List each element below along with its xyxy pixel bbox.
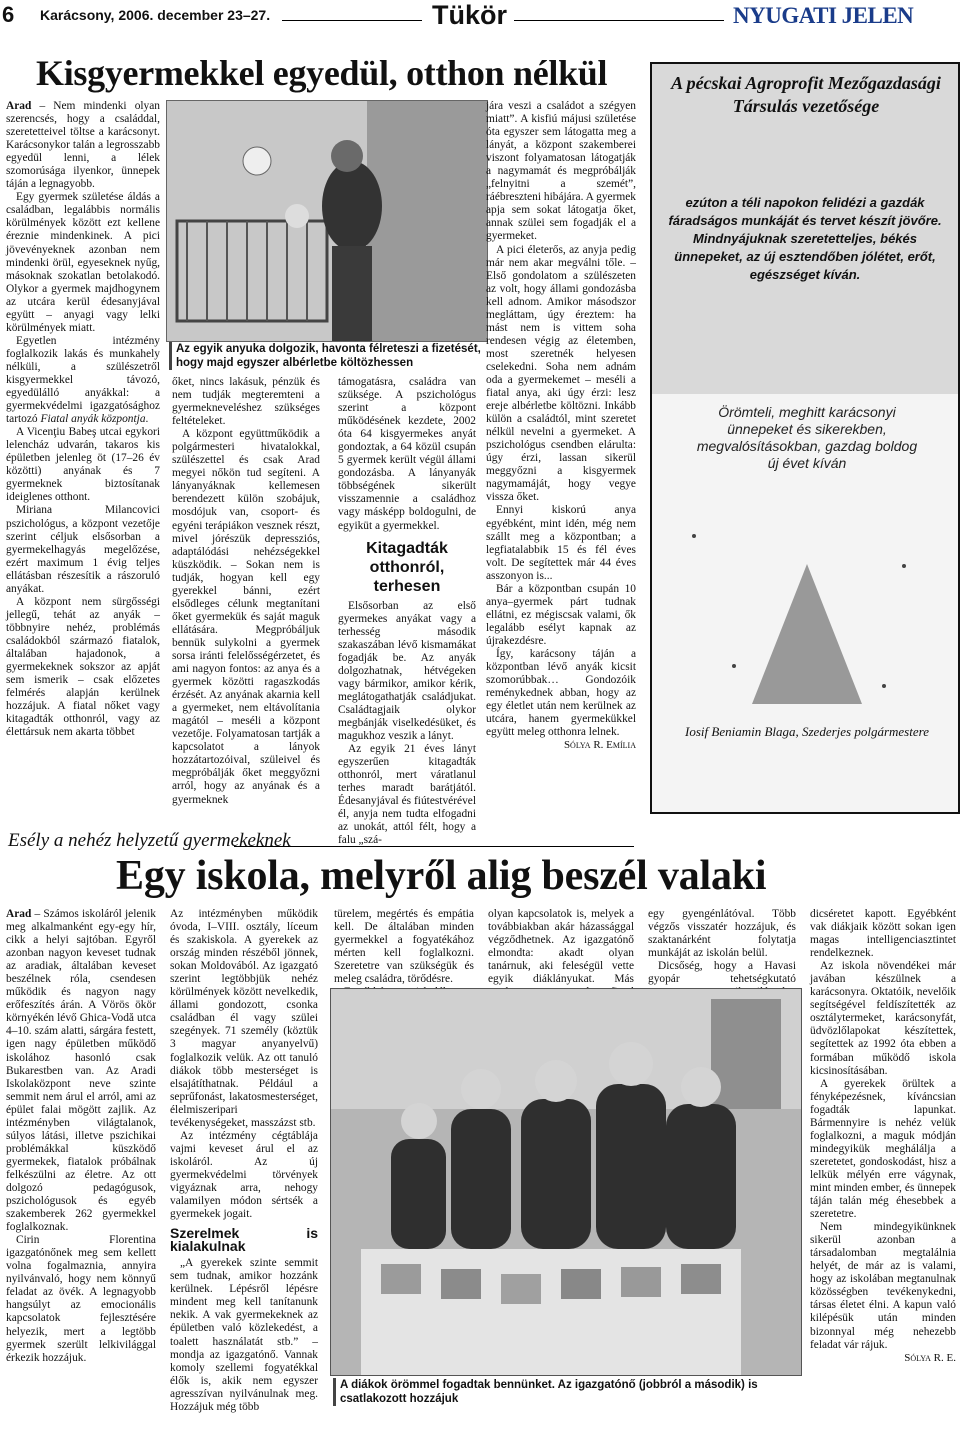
paragraph: „A gyerekek szinte semmit sem tudnak, amikor hozzánk kerülnek. Lépésről lépésre mindent meg kell tanítanunk nekik. A vak gyermekeknek az épületben való közlekedést, a toalett használatát stb.” – mondja az igazgatónő. Vannak komoly szellemi fogyatékkal élők is, akik nem egyszer agresszívan nyilvánulnak meg. Hozzájuk még több <box>170 1257 318 1413</box>
paragraph: Egyetlen intézmény foglalkozik lakás és munkahely nélküli, a szülészetről kisgyermekkel távozó, egyedülálló anyákkal: a gyermekvédelmi igazgatósághoz tartozó Fiatal anyák központja. <box>6 334 160 426</box>
paragraph: A központ együttműködik a polgármesteri hivatalokkal, szülészettel és csak Arad megyei nőkön tud segíteni. A lányanyáknak kellemesen berendezett külön szobájuk, mosdójuk van, csoport- és egyéni terápiákon vesznek részt, mivel jórészük depressziós, adaptálódási nehézségekkel küszködik. – Sokan nem is tudják, hogyan kell egy gyerekkel bánni, ezért elsődleges célunk megtanítani őket gyermekük és saját maguk ellátására. Megpróbáljuk bennük sulykolni a gyermek sorsa iránti felelősségérzetet, és ami nagyon fontos: az anya és a gyermek közötti ragaszkodás érzését. Az anyának akarnia kell a gyermeket, nem eltávolítania magától – meséli a központ vezetője. Folyamatosan tartják a kapcsolatot a lányok hozzátartozóival, szüleivel és megpróbálják őket meggyőzni arról, hogy az anyának és a gyermeknek <box>172 428 321 806</box>
paragraph: Miriana Milancovici pszichológus, a központ vezetője szerint céljuk elsősorban a gyermekelhagyás megelőzése, ezért maximum 1 évig teljes ellátásban részesítik a rászoruló anyákat. <box>6 504 160 595</box>
kicker-rule <box>234 846 634 847</box>
article2-column-2 <box>170 908 318 1414</box>
paragraph: Egy gyermek születése áldás a családban, legalábbis normális körülmények között ezt kellene éreznie mindenkinek. A pici jövevényeknek azonban nem mindenki örül, egyeseknek nyűg, másoknak szokatlan betolakodó. Olykor a gyermek majdhogynem az utcára kerül édesanyjával együtt – anyagi vagy lelki körülmények miatt. <box>6 191 160 334</box>
paragraph: Arad – Nem mindenki olyan szerencsés, hogy a családdal, szeretetteivel töltse a karácsonyt. Karácsonykor talán a legrosszabb egyedül lenni, a lélek szomorúsága ilyenkor, ünnepek táján a legnagyobb. <box>6 100 160 191</box>
subheading: Kitagadták otthonról, terhesen <box>366 539 448 595</box>
advertisement <box>650 62 960 814</box>
photo-mother-crib <box>167 101 487 341</box>
ad-wish-text: ezúton a téli napokon felidézi a gazdák fáradságos munkáját és tervet készít jövőre. Mindnyájuknak szeretetteljes, békés ünnepeket, az új esztendőben jólétet, erőt, egészséget kíván. <box>668 195 942 282</box>
paragraph: A gyerekek örültek a fényképezésnek, kíváncsian fogadták lapunkat. Bármennyire is nehéz velük foglalkozni, a maguk módján mindegyikük meghálálja a szeretetet, gondoskodást, hisz a lelkük mélyén erre vágynak, mint minden ember, és ünnepek táján talán még éhesebbek a szeretetre. <box>810 1077 956 1221</box>
paragraph: Bár a központban csupán 10 anya–gyermek párt tudnak ellátni, ez mégiscsak valami, ők legalább esélyt kapnak az újrakezdésre. <box>486 582 636 647</box>
christmas-tree-icon <box>752 564 862 704</box>
article2-headline: Egy iskola, melyről alig beszél valaki <box>116 853 767 899</box>
author-signature: Sólya R. E. <box>904 1351 956 1364</box>
ad-company: A pécskai Agroprofit Mezőgazdasági Társulás vezetősége <box>671 73 941 116</box>
paragraph: jára veszi a családot a szégyen miatt”. A kisfiú májusi születése óta egyszer sem látogatta meg a lányát, a központ szakemberei viszont folyamatosan látogatják a nagymamát és megpróbálják „felnyitni a szemét”, ráébreszteni hibájára. A gyermek apja sem sokat látogatja őket, annak szülei sem fogadják el a gyermeket. <box>486 100 636 243</box>
paragraph: Az intézményben működik óvoda, I–VIII. osztály, líceum és szakiskola. A gyerekek az ország minden részéből jönnek, sokan Moldovából. Az igazgató szerint legtöbbjük nehéz körülmények között nevelkedik, állami gondozott, csonka családban él vagy szülei szegények. 71 személy (köztük 3 magyar anyanyelvű) foglalkozik velük. Az ott tanuló diákok több mesterséget is elsajátíthatnak. Például a seprűfonást, lakatosmesterséget, élelmiszeripari tevékenységeket, masszázst stb. <box>170 908 318 1129</box>
paragraph: Ennyi kiskorú anya egyébként, mint idén, még nem szállt meg a központban; a legfiatalabbik 15 és fél éves volt. De segítettek már 44 éves asszonyon is... <box>486 504 636 582</box>
header-rule-right <box>514 20 724 21</box>
author-signature: Sólya R. Emília <box>563 739 636 752</box>
article2-photo-caption: A diákok örömmel fogadtak bennünket. Az igazgatónő (jobbról a második) is csatlakozott hozzájuk <box>333 1378 806 1406</box>
newspaper-logo <box>733 3 913 29</box>
page-number: 6 <box>2 2 15 27</box>
article1-photo <box>166 100 488 342</box>
article1-headline: Kisgyermekkel egyedül, otthon nélkül <box>36 53 608 93</box>
paragraph: Az iskola növendékei már javában készülnek a karácsonyra. Oktatóik, nevelőik segítségével feldíszítették az osztálytermeket, karácsonyfát, üdvözlőlapokat készítettek, segítettek az 1992 óta ebben a formában működő iskola kicsinosításában. <box>810 960 956 1077</box>
paragraph: A pici életerős, az anyja pedig már nem akar megválni tőle. – Első gondolatom a szülészeten az volt, hogy állami gondozásba kell adnom. Amikor másodszor megláttam, úgy éreztem: ha mást nem is vittem soha rendesen végig az életemben, most szeretnék helyesen cselekedni. Soha nem adnám oda a gyermekemet – meséli a fiatal anya, aki úgy érzi: lesz ereje albérletbe költözni. Inkább külön a családtól, mint szeretet nélkül nevelni a gyermeket. A pszichológus csendben elárulta: úgy érzi, lassan sikerül meggyőzni a kisgyermek nagymamáját, hogy vegye vissza őket. <box>486 243 636 504</box>
article2-column-1 <box>6 908 156 1365</box>
paragraph: egy gyengénlátóval. Több végzős visszatér hozzájuk, és szaktanárként folytatja munkáját az iskolán belül. <box>648 908 796 960</box>
article2-kicker: Esély a nehéz helyzetű gyermekeknek <box>8 830 291 851</box>
article1-column-1 <box>6 100 160 739</box>
paragraph: türelem, megértés és empátia kell. De általában minden gyermekkel a fogyatékához mérten kell foglalkozni. Szeretetre van szükségük és meleg családra, törődésre. <box>334 908 474 986</box>
article1-photo-caption: Az egyik anyuka dolgozik, havonta félreteszi a fizetését, hogy majd egyszer albérletbe költözhessen <box>169 342 494 370</box>
paragraph: őket, nincs lakásuk, pénzük és nem tudják megteremteni a gyermekneveléshez szükséges feltételeket. <box>172 376 320 428</box>
paragraph: A központ nem sürgősségi jellegű, tehát az anyák – többnyire nehéz, problémás családokból származó fiatalok, általában hajadonok, a gyermekeknek sokszor az apját sem ismerik – csak előzetes felmérés alapján kerülnek hozzájuk. A fiatal nőket vagy kitagadták otthonról, vagy az élettársuk nem akarta többet <box>6 595 160 739</box>
paragraph: Dicsőség, hogy a Havasi gyopár tehetségkutató <box>648 960 796 986</box>
article2-photo <box>330 988 802 1376</box>
section-title: Tükör <box>432 0 508 30</box>
paragraph: Az intézmény cégtáblája vajmi keveset árul el az iskoláról. Az új gyermekvédelmi törvények vigyáznak arra, nehogy valamilyen módon sértsék a gyermekek jogait. <box>170 1129 318 1221</box>
star-icon <box>732 664 736 668</box>
header-rule-left <box>282 20 422 21</box>
paragraph: Arad – Számos iskoláról jelenik meg alkalmanként egy-egy hír, cikk a helyi sajtóban. Egyről azonban nagyon keveset tudnak az aradiak, általában keveset beszélnek róla, csendesen működik és nagyon nagy erőfeszítés árán. A Vörös ökör környékén lévő Ghica-Vodă utca 4–10. szám alatti, sárgára festett, igen nagy épületben működő iskolához hasonló csak Bukarestben van. Az Aradi Iskolaközpont neve szinte semmit nem árul el arról, ami az épület falai mögött zajlik. Az intézményben világtalanok, súlyos látási, illetve pszichikai problémákkal küszködő gyermekek, fiatalok próbálnak felkészülni az életre. Az ott dolgozó pedagógusok, pszichológusok és egyéb szakemberek 262 gyermekkel foglalkoznak. <box>6 908 156 1234</box>
article1-column-4 <box>486 100 636 752</box>
article2-column-6 <box>810 908 956 1365</box>
article1-column-3 <box>338 376 476 847</box>
issue-date: Karácsony, 2006. december 23–27. <box>40 7 271 23</box>
photo-students-group <box>331 989 801 1375</box>
paragraph: támogatásra, családra van szüksége. A pszichológus szerint a központ működésének kezdete, 2002 óta 64 kisgyermekes anyát gondoztak, a 64 közül csupán 5 gyermek került végül állami gondozásba. A lányanyák többségének sikerült visszamennie a családhoz vagy másképp boldogulni, de egyiküt a gyermekkel. <box>338 376 476 532</box>
paragraph: Nem mindegyikünknek sikerül azonban a társadalomban megtalálnia helyét, de már az is valami, hogy az iskolában megtanulnak közösségben tevékenykedni, társas életet élni. A kapun való kilépésük után minden bizonnyal még nehezebb feladat vár rájuk. <box>810 1221 956 1351</box>
star-icon <box>882 684 886 688</box>
ad-signer: Iosif Beniamin Blaga, Szederjes polgármestere <box>685 724 929 739</box>
paragraph: Elsősorban az első gyermekes anyákat vagy a terhesség második szakaszában lévő kismamákat fogadják be. Az anyák dolgozhatnak, hétvégeken vagy bármikor, amikor kérik, meglátogathatják családjukat. Családtagjaik olykor megbánják viselkedésüket, és magukhoz veszik a lányt. <box>338 599 476 743</box>
star-icon <box>692 534 696 538</box>
paragraph: Az egyik 21 éves lányt egyszerűen kitagadták otthonról, mert váratlanul terhes maradt barátjától. Édesanyjával és fiútestvérével él, anyja nem tudta elfogadni az unokát, attól félt, hogy a falu „szá- <box>338 743 476 847</box>
ad-greeting: Örömteli, meghitt karácsonyi ünnepeket és sikerekben, megvalósításokban, gazdag boldog új évet kíván <box>696 404 918 471</box>
subheading: Szerelmek is kialakulnak <box>170 1225 318 1255</box>
star-icon <box>902 564 906 568</box>
article1-column-2 <box>172 376 320 807</box>
paragraph: olyan kapcsolatok is, melyek a továbbiakban akár házassággal végződhetnek. Az igazgatónő elmondta: akadt olyan tanárnuk, aki feleségül vette egyik diáklányukat. Más <box>488 908 634 986</box>
paragraph: dicséretet kapott. Egyébként vak diákjaik között sokan igen magas intelligenciasztintet rendelkeznek. <box>810 908 956 960</box>
paragraph: Cirin Florentina igazgatónőnek meg sem kellett volna fogalmaznia, annyira nyilvánvaló, hogy nem könnyű feladat az övék. A legnagyobb hangsúlyt az emocionális kapcsolatok fejlesztésére helyezik, mert a legtöbb gyermek szerült lelkivilággal érkezik hozzájuk. <box>6 1234 156 1364</box>
paragraph: A Vicenţiu Babeş utcai egykori lelencház udvarán, takaros kis épületben jelenleg öt (17–26 év közötti) anyának és 7 gyermeknek biztosítanak ideiglenes otthont. <box>6 426 160 504</box>
paragraph: Így, karácsony táján a központban lévő anyák kicsit szomorúbbak… Gondozóik reménykednek abban, hogy az egy életlet után nem kerülnek az utcára, hanem gyermekükkel együtt meleg otthonra lelnek. <box>486 647 636 739</box>
logo-text: NYUGATI JELEN <box>733 3 914 28</box>
